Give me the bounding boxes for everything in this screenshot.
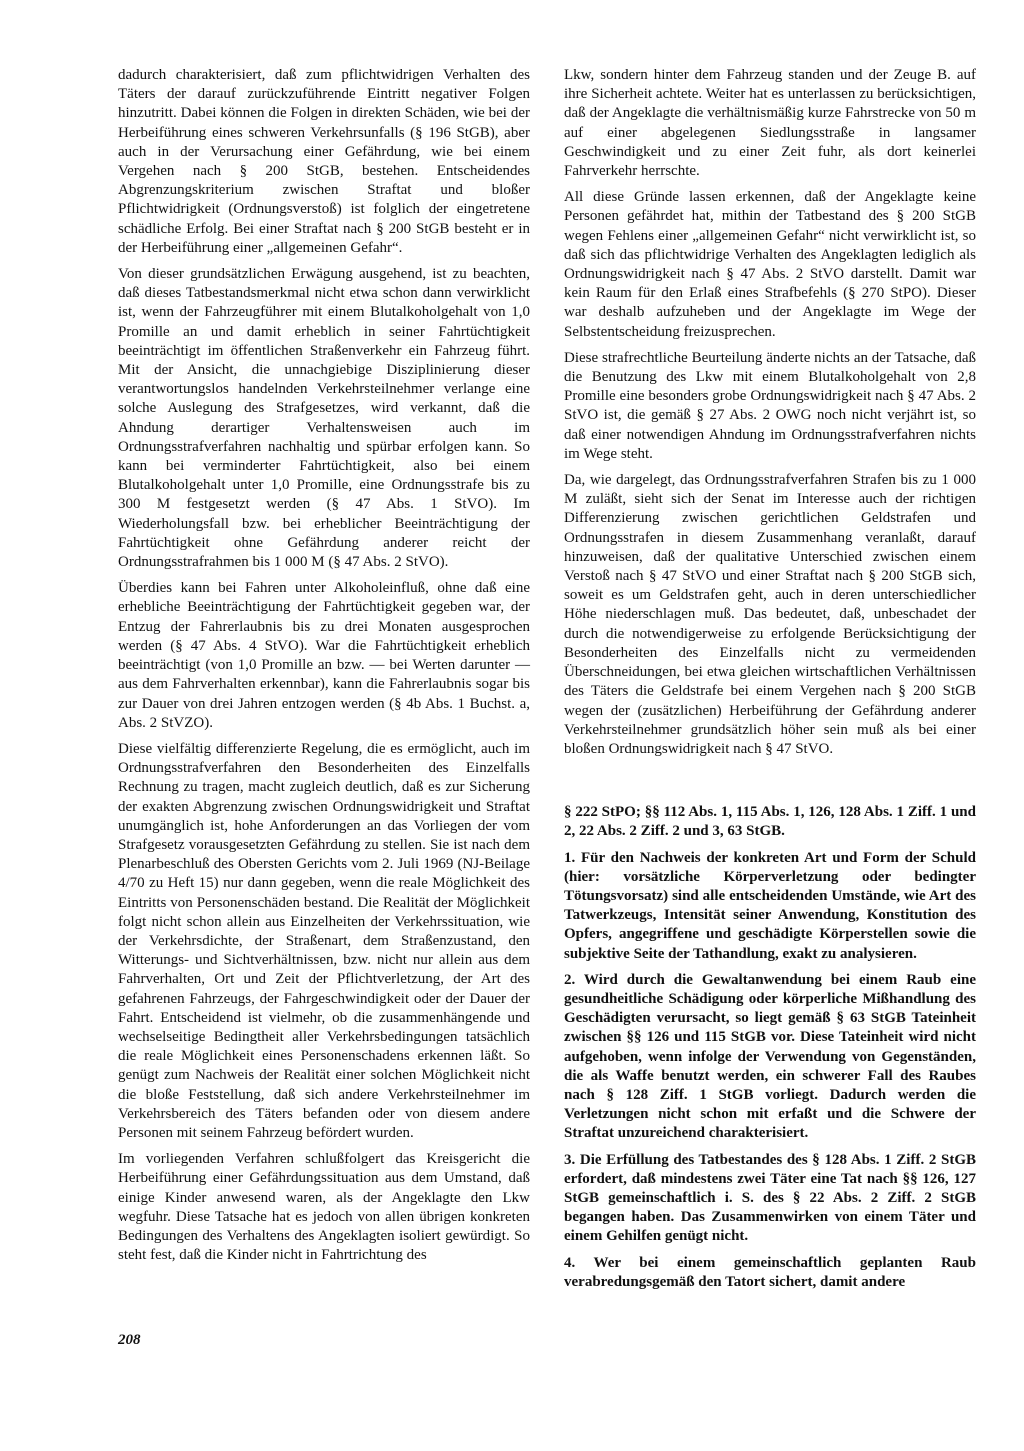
body-paragraph: All diese Gründe lassen erkennen, daß der Angeklagte keine Personen gefährdet hat, mithin der Tatbestand des § 200 StGB wegen Fehlens einer „allgemeinen Gefahr“ nicht verwirklicht ist, so daß sich das pflichtwidrige Verhalten des Angeklagten lediglich als Ordnungswidrigkeit nach § 47 Abs. 2 StVO darstellt. Damit war kein Raum für den Erlaß eines Strafbefehls (§ 270 StPO). Dieser war deshalb aufzuheben und der Angeklagte im Wege der Selbstentscheidung freizusprechen. [564, 189, 976, 340]
body-paragraph: dadurch charakterisiert, daß zum pflichtwidrigen Verhalten des Täters der darauf zurückzuführende Eintritt negativer Folgen hinzutritt. Dabei können die Folgen in direkten Schäden, wie bei der Herbeiführung eines schweren Verkehrsunfalls (§ 196 StGB), aber auch in der Verursachung einer Gefährdung, wie bei einem Vergehen nach § 200 StGB, bestehen. Entscheidendes Abgrenzungskriterium zwischen Straftat und bloßer Pflichtwidrigkeit (Ordnungsverstoß) ist folglich der eingetretene schädliche Erfolg. Bei einer Straftat nach § 200 StGB besteht er in der Herbeiführung einer „allgemeinen Gefahr“. [118, 67, 530, 256]
body-paragraph: Überdies kann bei Fahren unter Alkoholeinfluß, ohne daß eine erhebliche Beeinträchtigung der Fahrtüchtigkeit gegeben war, der Entzug der Fahrerlaubnis bis zu drei Monaten ausgesprochen werden (§ 47 Abs. 4 StVO). War die Fahrtüchtigkeit erheblich beeinträchtigt (von 1,0 Promille an bzw. — bei Werten darunter — aus dem Fahrverhalten erkennbar), kann die Fahrerlaubnis sogar bis zur Dauer von drei Jahren entzogen werden (§ 4b Abs. 1 Buchst. a, Abs. 2 StVZO). [118, 580, 530, 731]
body-paragraph: Diese vielfältig differenzierte Regelung, die es ermöglicht, auch im Ordnungsstrafverfahren den Besonderheiten des Einzelfalls Rechnung zu tragen, macht zugleich deutlich, daß es zur Sicherung der exakten Abgrenzung zwischen Ordnungswidrigkeit und Straftat unumgänglich ist, hohe Anforderungen an das Vorliegen der vom Strafgesetz vorausgesetzten Gefährdung zu stellen. Sie ist nach dem Plenarbeschluß des Obersten Gerichts vom 2. Juli 1969 (NJ-Beilage 4/70 zu Heft 15) nur dann gegeben, wenn die reale Möglichkeit des Eintritts von Personenschäden bestand. Die Realität der Möglichkeit folgt nicht schon allein aus Einzelheiten der Verkehrssituation, wie der Verkehrsdichte, der Straßenart, dem Straßenzustand, den Witterungs- und Sichtverhältnissen, bzw. nicht nur allein aus dem Fahrverhalten, Ort und Zeit der Pflichtverletzung, der Art des gefahrenen Fahrzeugs, der Fahrgeschwindigkeit oder der Dauer der Fahrt. Entscheidend ist vielmehr, ob die zusammenhängende und wechselseitige Bedingtheit aller Verkehrsbedingungen tatsächlich die reale Möglichkeit eines Personenschadens erkennen läßt. So genügt zum Nachweis der Realität einer solchen Möglichkeit nicht die bloße Feststellung, daß sich andere Verkehrsteilnehmer im Verkehrsbereich des Täters befanden oder von diesem andere Personen mit seinem Fahrzeug befördert wurden. [118, 740, 530, 1141]
page-number: 208 [118, 1332, 141, 1348]
left-column [118, 66, 530, 1272]
body-paragraph: Im vorliegenden Verfahren schlußfolgert das Kreisgericht die Herbeiführung einer Gefährdungssituation aus dem Umstand, daß einige Kinder anwesend waren, als der Angeklagte den Lkw wegfuhr. Diese Tatsache hat es jedoch von allen übrigen konkreten Bedingungen des Verhaltens des Angeklagten isoliert gewürdigt. So steht fest, daß die Kinder nicht in Fahrtrichtung des [118, 1151, 530, 1264]
headnote-paragraph: 3. Die Erfüllung des Tatbestandes des § 128 Abs. 1 Ziff. 2 StGB erfordert, daß mindestens zwei Täter eine Tat nach §§ 126, 127 StGB gemeinschaftlich i. S. des § 22 Abs. 2 Ziff. 2 StGB begangen haben. Das Zusammenwirken von einem Täter und einem Gehilfen genügt nicht. [564, 1151, 976, 1245]
body-paragraph: Lkw, sondern hinter dem Fahrzeug standen und der Zeuge B. auf ihre Sicherheit achtete. Weiter hat es unterlassen zu berücksichtigen, daß der Angeklagte die verhältnismäßig kurze Fahrstrecke von 50 m auf einer abgelegenen Siedlungsstraße in langsamer Geschwindigkeit und zu einer Zeit fuhr, als dort keinerlei Fahrverkehr herrschte. [564, 67, 976, 180]
headnote-paragraph: 2. Wird durch die Gewaltanwendung bei einem Raub eine gesundheitliche Schädigung oder körperliche Mißhandlung des Geschädigten verursacht, so liegt gemäß § 63 StGB Tateinheit zwischen §§ 126 und 115 StGB vor. Diese Tateinheit wird nicht aufgehoben, wenn infolge der Verwendung von Gegenständen, die als Waffe benutzt werden, ein schwerer Fall des Raubes nach § 128 Ziff. 1 StGB vorliegt. Dadurch werden die Verletzungen nicht schon mit erfaßt und die Schwere der Straftat unzureichend charakterisiert. [564, 971, 976, 1142]
headnote-paragraph: 1. Für den Nachweis der konkreten Art und Form der Schuld (hier: vorsätzliche Körperverletzung oder bedingter Tötungsvorsatz) sind alle entscheidenden Umstände, wie Art des Tatwerkzeugs, Intensität seiner Anwendung, Konstitution des Opfers, angegriffene und geschädigte Körperstellen sowie die subjektive Seite der Tathandlung, exakt zu analysieren. [564, 849, 976, 962]
section-heading: § 222 StPO; §§ 112 Abs. 1, 115 Abs. 1, 126, 128 Abs. 1 Ziff. 1 und 2, 22 Abs. 2 Ziff. 2 und 3, 63 StGB. [564, 804, 976, 840]
body-paragraph: Da, wie dargelegt, das Ordnungsstrafverfahren Strafen bis zu 1 000 M zuläßt, sieht sich der Senat im Interesse auch der richtigen Differenzierung zwischen gerichtlichen Geldstrafen und Ordnungsstrafen in diesem Zusammenhang veranlaßt, darauf hinzuweisen, daß der qualitative Unterschied zwischen einem Verstoß nach § 47 StVO und einer Straftat nach § 200 StGB sich, soweit es um Geldstrafen geht, auch in deren unterschiedlicher Höhe niederschlagen muß. Das bedeutet, daß, unbeschadet der durch die notwendigerweise zu erfolgende Berücksichtigung der Besonderheiten des Einzelfalls nicht zu vermeidenden Überschneidungen, bei etwa gleichen wirtschaftlichen Verhältnissen des Täters die Geldstrafe bei einem Vergehen nach § 200 StGB wegen der (zusätzlichen) Herbeiführung der Gefährdung anderer Verkehrsteilnehmer grundsätzlich höher sein muß als bei einer bloßen Ordnungswidrigkeit nach § 47 StVO. [564, 472, 976, 757]
body-paragraph: Von dieser grundsätzlichen Erwägung ausgehend, ist zu beachten, daß dieses Tatbestandsmerkmal nicht etwa schon dann verwirklicht ist, wenn der Fahrzeugführer mit einem Blutalkoholgehalt von 1,0 Promille an und damit erheblich in seiner Fahrtüchtigkeit beeinträchtigt im öffentlichen Straßenverkehr ein Fahrzeug führt. Mit der Ansicht, die unnachgiebige Disziplinierung dieser verantwortungslos handelnden Verkehrsteilnehmer verlange eine solche Auslegung des Strafgesetzes, wird verkannt, daß die Ahndung derartiger Verhaltensweisen auch im Ordnungsstrafverfahren nachhaltig und spürbar erfolgen kann. So kann bei verminderter Fahrtüchtigkeit, also bei einem Blutalkoholgehalt unter 1,0 Promille, eine Ordnungsstrafe bis zu 300 M festgesetzt werden (§ 47 Abs. 1 StVO). Im Wiederholungsfall bzw. bei erheblicher Beeinträchtigung der Fahrtüchtigkeit ohne Gefährdung anderer reicht der Ordnungsstrafrahmen bis 1 000 M (§ 47 Abs. 2 StVO). [118, 266, 530, 571]
right-column [564, 66, 976, 1299]
body-paragraph: Diese strafrechtliche Beurteilung änderte nichts an der Tatsache, daß die Benutzung des Lkw mit einem Blutalkoholgehalt von 2,8 Promille eine besonders grobe Ordnungswidrigkeit nach § 47 Abs. 2 StVO ist, die gemäß § 27 Abs. 2 OWG noch nicht verjährt ist, so daß einer notwendigen Ahndung im Ordnungsstrafverfahren nichts im Wege steht. [564, 349, 976, 462]
headnote-paragraph: 4. Wer bei einem gemeinschaftlich geplanten Raub verabredungsgemäß den Tatort sichert, damit andere [564, 1254, 976, 1290]
